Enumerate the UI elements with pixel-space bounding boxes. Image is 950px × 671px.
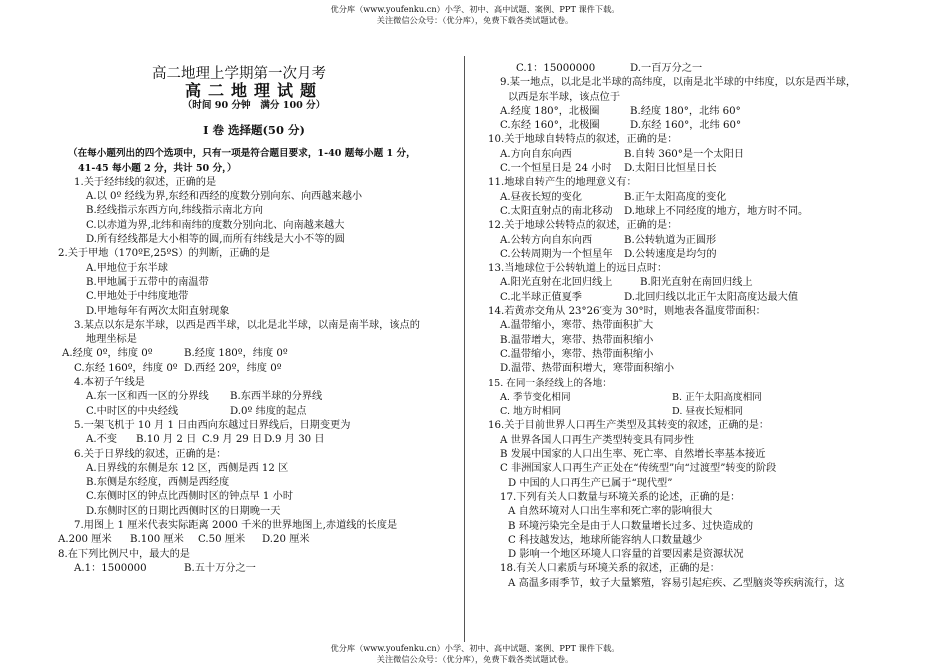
question-16: 16.关于目前世界人口再生产类型及其转变的叙述，正确的是： xyxy=(488,420,770,432)
section-title: Ⅰ 卷 选择题(50 分) xyxy=(203,123,305,138)
exam-title: 高二地理上学期第一次月考 xyxy=(152,66,326,82)
option: B.阳光直射在南回归线上 xyxy=(640,277,753,289)
option-line: A 高温多雨季节，蚊子大量繁殖，容易引起疟疾、乙型脑炎等疾病流行，这 xyxy=(508,577,845,589)
option-row xyxy=(58,347,450,361)
option: D.太阳日比恒星日长 xyxy=(624,163,717,175)
option: B.10 月 2 日 xyxy=(136,434,197,446)
exam-time: （时间 90 分钟 满分 100 分） xyxy=(182,100,326,111)
option-line: A 自然环境对人口出生率和死亡率的影响很大 xyxy=(508,506,713,518)
option-line: C 科技越发达，地球所能容纳人口数量越少 xyxy=(508,534,703,546)
option: A.不变 xyxy=(86,434,117,446)
option-line: D 中国的人口再生产已属于“现代型” xyxy=(508,477,673,489)
header-line-1: 优分库（www.youfenku.cn）小学、初中、高中试题、案例、PPT 课件下载。 xyxy=(330,4,620,14)
option-line: D.温带、热带面积增大，寒带面积缩小 xyxy=(500,363,675,375)
option: B.公转轨道为正圆形 xyxy=(624,234,717,246)
option-line: C.温带缩小，寒带、热带面积缩小 xyxy=(500,348,654,360)
question-18: 18.有关人口素质与环境关系的叙述，正确的是： xyxy=(500,563,720,575)
option-line: B.东侧是东经度，西侧是西经度 xyxy=(86,477,230,489)
option: C.1：15000000 xyxy=(516,63,596,74)
option-row xyxy=(486,148,916,162)
option: B.自转 360°是一个太阳日 xyxy=(624,148,745,160)
option-row xyxy=(486,405,916,419)
instructions-line-2: 41-45 每小题 2 分，共计 50 分，） xyxy=(78,162,237,174)
option: D.20 厘米 xyxy=(262,534,310,546)
option-line: D.东侧时区的日期比西侧时区的日期晚一天 xyxy=(86,505,281,517)
question-9: 9.某一地点，以北是北半球的高纬度，以南是北半球的中纬度，以东是西半球， xyxy=(500,77,857,89)
option-line: B 环境污染完全是由于人口数量增长过多、过快造成的 xyxy=(508,520,754,532)
option-row xyxy=(58,433,450,447)
option-row xyxy=(486,191,916,205)
option-row xyxy=(486,62,916,76)
option: A.经度 180°，北极圈 xyxy=(500,105,600,117)
question-2: 2.关于甲地（170ºE,25ºS）的判断，正确的是 xyxy=(58,248,270,260)
option: A.公转方向自东向西 xyxy=(500,234,593,246)
option: C.东经 160°，北极圈 xyxy=(500,120,600,132)
option-line: C.甲地处于中纬度地带 xyxy=(86,291,189,303)
option: D.地球上不同经度的地方，地方时不同。 xyxy=(624,205,809,217)
question-15: 15. 在同一条经线上的各地： xyxy=(488,377,612,389)
option: A.东一区和西一区的分界线 xyxy=(86,391,209,403)
option-row xyxy=(486,205,916,219)
option-line: D 影响一个地区环境人口容量的首要因素是资源状况 xyxy=(508,549,744,561)
option: B.经度 180°，北纬 60° xyxy=(630,105,741,117)
option-row xyxy=(486,105,916,119)
option-line: A 世界各国人口再生产类型转变具有同步性 xyxy=(500,434,694,446)
option-row xyxy=(58,390,450,404)
option-line: C.东侧时区的钟点比西侧时区的钟点早 1 小时 xyxy=(86,491,294,503)
option-row xyxy=(58,562,450,576)
question-11: 11.地球自转产生的地理意义有： xyxy=(488,177,637,189)
option: C.中时区的中央经线 xyxy=(86,405,179,417)
option-row xyxy=(486,162,916,176)
column-divider xyxy=(464,56,465,642)
option: A.方向自东向西 xyxy=(500,148,572,160)
option-row xyxy=(486,291,916,305)
option: C.公转周期为一个恒星年 xyxy=(500,248,613,260)
option: B.五十万分之一 xyxy=(184,562,256,574)
option: B.正午太阳高度的变化 xyxy=(624,191,727,203)
option: C.太阳直射点的南北移动 xyxy=(500,205,613,217)
option: A.昼夜长短的变化 xyxy=(500,191,582,203)
option: B. 正午太阳高度相同 xyxy=(672,391,762,403)
option: D.西经 20º，纬度 0º xyxy=(184,362,282,374)
footer-line-2: 关注微信公众号：（优分库），免费下载各类试题试卷。 xyxy=(376,653,574,664)
page-footer xyxy=(0,643,950,664)
option-line: C 非洲国家人口再生产正处在“传统型”向“过渡型”转变的阶段 xyxy=(500,463,777,475)
footer-line-1: 优分库（www.youfenku.cn）小学、初中、高中试题、案例、PPT 课件下载。 xyxy=(330,643,620,653)
question-10: 10.关于地球自转特点的叙述，正确的是： xyxy=(488,134,678,146)
question-7: 7.用图上 1 厘米代表实际距离 2000 千米的世界地图上,赤道线的长度是 xyxy=(74,520,398,532)
option-row xyxy=(58,362,450,376)
question-13: 13.当地球位于公转轨道上的远日点时： xyxy=(488,263,668,275)
option-line: A.甲地位于东半球 xyxy=(86,262,168,274)
question-3: 3.某点以东是东半球，以西是西半球，以北是北半球，以南是南半球，该点的 xyxy=(74,319,420,331)
option-row xyxy=(486,276,916,290)
option: B.经度 180º，纬度 0º xyxy=(184,348,288,360)
option: B.100 厘米 xyxy=(130,534,184,546)
question-17: 17.下列有关人口数量与环境关系的论述，正确的是： xyxy=(500,491,741,503)
option: D.公转速度是均匀的 xyxy=(624,248,717,260)
question-9-cont: 以西是东半球，该点位于 xyxy=(508,91,621,103)
page-header xyxy=(0,4,950,25)
option: C.50 厘米 xyxy=(198,534,246,546)
option-line: A.以 0º 经线为界,东经和西经的度数分别向东、向西越来越小 xyxy=(86,191,363,203)
option-line: B.温带增大，寒带、热带面积缩小 xyxy=(500,334,654,346)
option-line: A.日界线的东侧是东 12 区，西侧是西 12 区 xyxy=(86,462,289,474)
option-row xyxy=(486,234,916,248)
subject-title: 高二地理试题 xyxy=(184,80,323,100)
option: A.1：1500000 xyxy=(74,562,147,574)
question-6: 6.关于日界线的叙述，正确的是： xyxy=(74,448,227,460)
question-8: 8.在下列比例尺中，最大的是 xyxy=(58,548,190,560)
option-line: B.甲地属于五带中的南温带 xyxy=(86,276,209,288)
question-3-cont: 地理坐标是 xyxy=(86,334,137,346)
option: A.200 厘米 xyxy=(58,534,112,546)
option: C.东经 160º，纬度 0º xyxy=(74,362,178,374)
option-line: C.以赤道为界,北纬和南纬的度数分别向北、向南越来越大 xyxy=(86,219,345,231)
instructions-line-1: （在每小题列出的四个选项中，只有一项是符合题目要求，1-40 题每小题 1 分， xyxy=(68,148,416,160)
option: A. 季节变化相同 xyxy=(500,391,571,403)
option-row xyxy=(486,391,916,405)
right-column xyxy=(486,62,916,591)
option: D.9 月 30 日 xyxy=(264,434,325,446)
question-5: 5.一架飞机于 10 月 1 日由西向东越过日界线后，日期变更为 xyxy=(74,419,351,431)
option: D. 昼夜长短相同 xyxy=(672,406,744,418)
option-line: B.经线指示东西方向,纬线指示南北方向 xyxy=(86,205,263,217)
option-line: B 发展中国家的人口出生率、死亡率、自然增长率基本接近 xyxy=(500,449,766,461)
option: C.9 月 29 日 xyxy=(202,434,263,446)
option: A.经度 0º，纬度 0º xyxy=(62,348,153,360)
option: D.一百万分之一 xyxy=(630,63,703,74)
option-row xyxy=(58,405,450,419)
option-line: D.甲地每年有两次太阳直射现象 xyxy=(86,305,230,317)
option: C.北半球正值夏季 xyxy=(500,291,582,303)
left-column xyxy=(58,66,450,576)
question-4: 4.本初子午线是 xyxy=(74,377,145,389)
header-line-2: 关注微信公众号：（优分库），免费下载各类试题试卷。 xyxy=(376,14,574,25)
option: A.阳光直射在北回归线上 xyxy=(500,277,613,289)
question-12: 12.关于地球公转特点的叙述，正确的是： xyxy=(488,220,678,232)
option: D.0º 纬度的起点 xyxy=(230,405,307,417)
option-line: D.所有经线都是大小相等的圆,而所有纬线是大小不等的圆 xyxy=(86,234,345,246)
option: D.东经 160°，北纬 60° xyxy=(630,120,742,132)
option-line: A.温带缩小，寒带、热带面积扩大 xyxy=(500,320,654,332)
question-14: 14.若黄赤交角从 23°26′变为 30°时，则地表各温度带面积： xyxy=(488,306,766,318)
option: D.北回归线以北正午太阳高度达最大值 xyxy=(624,291,799,303)
option-row xyxy=(58,533,450,547)
option: C.一个恒星日是 24 小时 xyxy=(500,163,612,175)
option-row xyxy=(486,248,916,262)
option-row xyxy=(486,119,916,133)
option: B.东西半球的分界线 xyxy=(230,391,323,403)
option: C. 地方时相同 xyxy=(500,406,562,418)
question-1: 1.关于经纬线的叙述，正确的是 xyxy=(74,176,217,188)
